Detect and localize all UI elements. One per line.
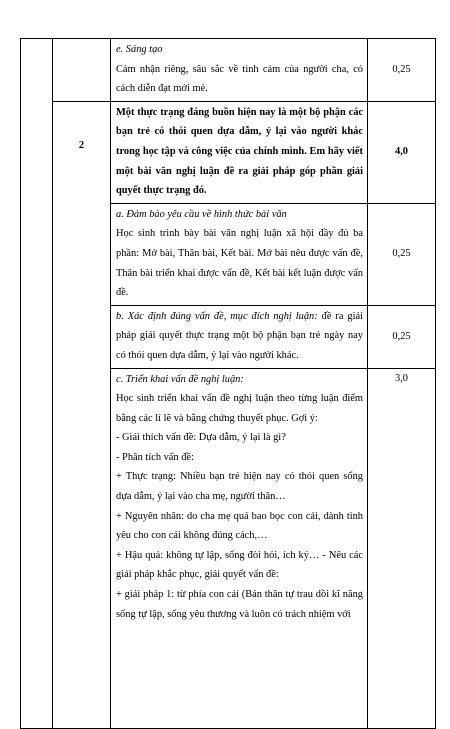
blank-cell <box>21 39 53 729</box>
answer-key-table <box>20 38 436 729</box>
table-row-e <box>21 39 436 102</box>
criterion-e-title: e. Sáng tạo <box>116 44 163 55</box>
criterion-c-line-1: - Giải thích vấn đề: Dựa dẫm, ỷ lại là gì? <box>116 432 286 444</box>
score-b: 0,25 <box>368 305 436 368</box>
criterion-e <box>111 39 368 102</box>
criterion-e-body: Cảm nhận riêng, sâu sắc về tình cảm của người cha, có cách diễn đạt mới mẻ. <box>116 63 363 95</box>
criterion-b-body: đề ra giải pháp giải quyết thực trạng một bộ phận bạn trẻ ngày nay có thói quen dựa dẫm, ỷ lại vào người khác. <box>116 310 363 361</box>
criterion-c-title: c. Triển khai vấn đề nghị luận: <box>116 373 244 385</box>
criterion-c <box>111 368 368 728</box>
question-prompt <box>111 101 368 203</box>
score-e: 0,25 <box>368 39 436 102</box>
question-number-label: 2 <box>78 139 85 151</box>
criterion-c-line-4: + Nguyên nhân: do cha mẹ quá bao bọc con cái, dành tình yêu cho con cái không đúng cách,… <box>116 510 363 542</box>
score-c: 3,0 <box>368 368 436 728</box>
criterion-c-line-6: + giải pháp 1: từ phía con cái (Bản thân tự trau dồi kĩ năng sống tự lập, sống yêu thương và luôn có trách nhiệm với <box>116 589 363 620</box>
criterion-c-line-3: + Thực trạng: Nhiều bạn trẻ hiện nay có thói quen sống dựa dẫm, ỷ lại vào cha mẹ, người thân… <box>116 471 363 503</box>
criterion-a <box>111 203 368 305</box>
criterion-a-body: Học sinh trình bày bài văn nghị luận xã hội đầy đủ ba phần: Mở bài, Thân bài, Kết bài. Mở bài nêu được vấn đề, Thân bài triển khai được vấn đề, Kết bài kết luận được vấn đề. <box>116 228 363 299</box>
question-number <box>53 101 111 728</box>
criterion-b <box>111 305 368 368</box>
table-row-q2 <box>21 101 436 203</box>
criterion-c-line-5: + Hậu quả: không tự lập, sống đòi hỏi, ích kỷ… - Nêu các giải pháp khắc phục, giải quyết vấn đề: <box>116 549 363 581</box>
score-q2: 4,0 <box>368 101 436 203</box>
criterion-b-title: b. Xác định đúng vấn đề, mục đích nghị luận: <box>116 310 318 322</box>
criterion-a-title: a. Đảm bảo yêu cầu về hình thức bài văn <box>116 208 287 220</box>
question-prompt-text: Một thực trạng đáng buồn hiện nay là một bộ phận các bạn trẻ có thói quen dựa dẫm, ỷ lại vào người khác trong học tập và công việc của chính mình. Em hãy viết một bài văn nghị luận đề ra giải pháp góp phần giải quyết thực trạng đó. <box>116 106 363 197</box>
criterion-c-line-0: Học sinh triển khai vấn đề nghị luận theo từng luận điểm bằng các lí lẽ và bằng chứng thuyết phục. Gợi ý: <box>116 393 363 424</box>
score-a: 0,25 <box>368 203 436 305</box>
question-cell-empty <box>53 39 111 102</box>
criterion-c-line-2: - Phân tích vấn đề: <box>116 451 194 463</box>
